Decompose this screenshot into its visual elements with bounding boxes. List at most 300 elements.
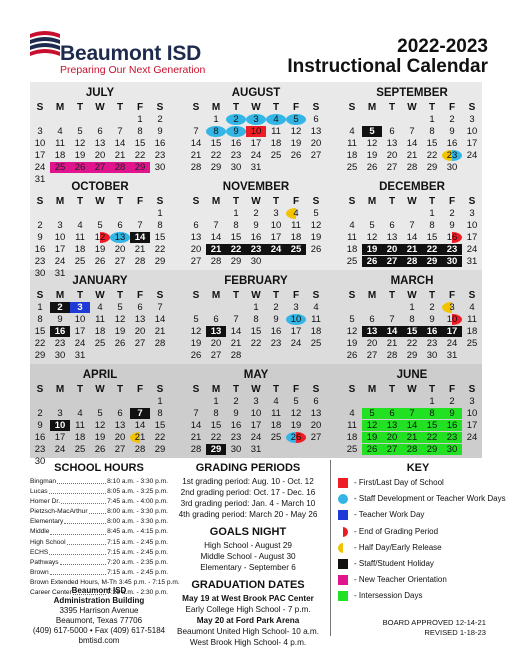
month-title: JUNE — [396, 369, 428, 381]
calendar-day: 17 — [290, 326, 302, 337]
calendar-day: 2 — [449, 396, 455, 407]
calendar-day: 6 — [313, 114, 319, 125]
calendar-day: 29 — [406, 350, 418, 361]
calendar-day: 25 — [74, 256, 86, 267]
calendar-day: 26 — [70, 162, 90, 173]
calendar-day: 28 — [386, 350, 398, 361]
calendar-day: 12 — [310, 220, 322, 231]
calendar-day: 20 — [134, 326, 146, 337]
calendar-day: 9 — [273, 314, 279, 325]
weekday-letter: W — [407, 102, 417, 113]
month-june — [342, 364, 482, 458]
calendar-day: 22 — [250, 338, 262, 349]
calendar-day: 29 — [206, 444, 226, 455]
calendar-day: 5 — [193, 314, 199, 325]
calendar-day: 4 — [349, 408, 355, 419]
month-april — [30, 364, 170, 467]
weekday-letter: T — [116, 102, 124, 113]
weekday-header — [186, 290, 326, 301]
calendar-day: 28 — [134, 444, 146, 455]
calendar-day: 3 — [293, 302, 299, 313]
month-july — [30, 82, 170, 185]
calendar-day: 4 — [313, 302, 319, 313]
calendar-day: 4 — [469, 302, 475, 313]
calendar-day: 2 — [273, 302, 279, 313]
school-name: ECHS — [30, 548, 49, 556]
calendar-day: 15 — [210, 420, 222, 431]
calendar-day: 5 — [313, 208, 319, 219]
calendar-day: 5 — [97, 408, 103, 419]
calendar-day: 2 — [253, 208, 259, 219]
school-hours-row — [30, 477, 168, 487]
month-may — [186, 364, 326, 458]
calendar-day: 24 — [54, 256, 66, 267]
calendar-day: 21 — [130, 432, 150, 443]
admin-phone: (409) 617-5000 • Fax (409) 617-5184 — [32, 626, 166, 635]
weekday-letter: S — [192, 102, 200, 113]
calendar-day: 27 — [386, 162, 398, 173]
school-hours-row — [30, 487, 168, 497]
weekday-letter: T — [272, 384, 280, 395]
calendar-day: 8 — [137, 126, 143, 137]
calendar-day: 13 — [386, 232, 398, 243]
calendar-day: 13 — [310, 126, 322, 137]
calendar-day: 3 — [57, 408, 63, 419]
calendar-day: 19 — [362, 244, 382, 255]
calendar-day: 22 — [154, 244, 166, 255]
calendar-day: 18 — [270, 420, 282, 431]
weekday-letter: F — [292, 384, 300, 395]
calendar-day: 28 — [210, 256, 222, 267]
calendar-day: 1 — [429, 208, 435, 219]
weekday-letter: M — [367, 290, 377, 301]
weekday-letter: T — [428, 290, 436, 301]
calendar-day: 27 — [382, 444, 402, 455]
calendar-day: 20 — [366, 338, 378, 349]
grading-period-1: 1st grading period: Aug. 10 - Oct. 12 — [182, 477, 314, 486]
weekday-letter: S — [468, 290, 476, 301]
calendar-day: 14 — [134, 420, 146, 431]
weekday-letter: S — [348, 290, 356, 301]
calendar-day: 29 — [130, 162, 150, 173]
calendar-day: 21 — [230, 338, 242, 349]
calendar-day: 23 — [442, 244, 462, 255]
weekday-letter: F — [136, 102, 144, 113]
leader-dots — [49, 487, 107, 494]
calendar-day: 18 — [346, 432, 358, 443]
weekday-letter: S — [468, 384, 476, 395]
calendar-day: 25 — [346, 162, 358, 173]
grading-periods-title: GRADING PERIODS — [195, 462, 301, 474]
calendar-day: 13 — [110, 232, 130, 243]
weekday-letter: T — [232, 384, 240, 395]
calendar-day: 1 — [137, 114, 143, 125]
calendar-day: 21 — [190, 432, 202, 443]
calendar-day: 8 — [253, 314, 259, 325]
calendar-day: 16 — [230, 138, 242, 149]
calendar-day: 23 — [442, 150, 462, 161]
calendar-day: 15 — [250, 326, 262, 337]
calendar-day: 14 — [402, 420, 422, 431]
calendar-day: 13 — [94, 138, 106, 149]
month-title: JULY — [85, 87, 115, 99]
calendar-day: 23 — [230, 150, 242, 161]
calendar-day: 6 — [382, 408, 402, 419]
calendar-day: 4 — [273, 396, 279, 407]
admin-address-1: 3395 Harrison Avenue — [59, 606, 139, 615]
legend — [338, 462, 506, 608]
calendar-day: 13 — [206, 326, 226, 337]
school-name: Middle — [30, 528, 50, 536]
calendar-day: 9 — [226, 126, 246, 137]
calendar-day: 27 — [382, 256, 402, 267]
legend-item — [338, 494, 506, 510]
goals-night-elementary: Elementary - September 6 — [200, 563, 296, 572]
weekday-letter: F — [292, 290, 300, 301]
calendar-day: 11 — [271, 126, 281, 137]
weekday-letter: W — [251, 384, 261, 395]
month-september — [342, 82, 482, 176]
calendar-day: 17 — [74, 326, 86, 337]
graduation-line-2: Early College High School - 7 p.m. — [185, 605, 311, 614]
calendar-day: 12 — [74, 138, 86, 149]
month-days — [30, 114, 170, 185]
calendar-day: 30 — [426, 350, 438, 361]
school-time: 7:45 a.m. - 4:00 p.m. — [107, 498, 168, 506]
green-swatch-icon — [338, 591, 348, 601]
calendar-day: 18 — [290, 232, 302, 243]
calendar-day: 8 — [409, 314, 415, 325]
calendar-day: 24 — [266, 244, 286, 255]
calendar-day: 4 — [266, 114, 286, 125]
calendar-day: 1 — [409, 302, 415, 313]
weekday-letter: T — [116, 290, 124, 301]
legend-item — [338, 510, 498, 526]
weekday-header — [342, 384, 482, 395]
leader-dots — [64, 517, 106, 524]
calendar-day: 17 — [250, 138, 262, 149]
calendar-day: 8 — [206, 126, 226, 137]
graduation-line-4: Beaumont United High School- 10 a.m. — [177, 627, 319, 636]
calendar-day: 11 — [95, 314, 105, 325]
calendar-day: 10 — [50, 420, 70, 431]
school-name: Pathways — [30, 558, 59, 566]
calendar-day: 13 — [310, 408, 322, 419]
weekday-letter: M — [211, 290, 221, 301]
calendar-day: 6 — [389, 126, 395, 137]
calendar-day: 10 — [466, 126, 478, 137]
graduation-line-1: May 19 at West Brook PAC Center — [182, 594, 314, 603]
legend-label: - Staff/Student Holiday — [354, 558, 434, 568]
school-name: High School — [30, 538, 66, 546]
weekday-letter: M — [211, 384, 221, 395]
calendar-day: 24 — [74, 338, 86, 349]
legend-label: - Intersession Days — [354, 591, 423, 601]
weekday-letter: S — [36, 384, 44, 395]
calendar-day: 24 — [466, 432, 478, 443]
calendar-day: 3 — [273, 208, 279, 219]
calendar-day: 8 — [429, 126, 435, 137]
calendar-day: 9 — [442, 408, 462, 419]
calendar-day: 27 — [310, 150, 322, 161]
calendar-day: 2 — [157, 114, 163, 125]
calendar-day: 12 — [362, 420, 382, 431]
weekday-letter: T — [428, 384, 436, 395]
weekday-letter: S — [156, 102, 164, 113]
calendar-day: 11 — [55, 138, 65, 149]
school-hours-title: SCHOOL HOURS — [54, 462, 144, 474]
leader-dots — [49, 548, 106, 555]
calendar-day: 25 — [466, 338, 478, 349]
graduation-line-3: May 20 at Ford Park Arena — [196, 616, 300, 625]
calendar-day: 13 — [134, 314, 146, 325]
black-swatch-icon — [338, 559, 348, 569]
weekday-letter: M — [367, 384, 377, 395]
board-approved-date: BOARD APPROVED 12-14-21 — [382, 618, 486, 627]
month-march — [342, 270, 482, 364]
calendar-day: 23 — [34, 444, 46, 455]
weekday-letter: S — [36, 102, 44, 113]
weekday-header — [342, 102, 482, 113]
calendar-day: 12 — [114, 314, 126, 325]
calendar-day: 7 — [409, 126, 415, 137]
weekday-letter: F — [292, 196, 300, 207]
calendar-day: 9 — [37, 232, 43, 243]
calendar-day: 9 — [57, 314, 63, 325]
calendar-day: 28 — [402, 444, 422, 455]
calendar-day: 15 — [154, 232, 166, 243]
calendar-day: 29 — [154, 256, 166, 267]
weekday-letter: S — [348, 102, 356, 113]
calendar-day: 17 — [270, 232, 282, 243]
calendar-day: 27 — [134, 338, 146, 349]
month-title: JANUARY — [72, 275, 128, 287]
calendar-day: 10 — [466, 408, 478, 419]
legend-label: - Staff Development or Teacher Work Days — [354, 494, 506, 504]
calendar-day: 17 — [54, 432, 66, 443]
month-august — [186, 82, 326, 176]
dates-info — [172, 462, 324, 648]
calendar-day: 6 — [313, 396, 319, 407]
goals-night-high: High School - August 29 — [204, 541, 292, 550]
calendar-day: 3 — [246, 114, 266, 125]
calendar-day: 24 — [466, 244, 478, 255]
calendar-day: 14 — [190, 138, 202, 149]
calendar-day: 14 — [154, 314, 166, 325]
month-november — [186, 176, 326, 270]
weekday-letter: S — [36, 196, 44, 207]
calendar-day: 30 — [446, 162, 458, 173]
leader-dots — [61, 497, 106, 504]
calendar-day: 20 — [382, 244, 402, 255]
weekday-header — [30, 102, 170, 113]
calendar-day: 5 — [77, 126, 83, 137]
calendar-day: 10 — [246, 126, 266, 137]
calendar-day: 3 — [469, 114, 475, 125]
calendar-day: 31 — [250, 444, 262, 455]
calendar-day: 10 — [54, 232, 66, 243]
calendar-day: 26 — [366, 162, 378, 173]
calendar-day: 26 — [362, 256, 382, 267]
calendar-day: 6 — [117, 220, 123, 231]
calendar-title: Instructional Calendar — [287, 56, 488, 77]
calendar-day: 7 — [130, 408, 150, 419]
calendar-day: 20 — [310, 420, 322, 431]
calendar-day: 28 — [190, 162, 202, 173]
calendar-day: 3 — [70, 302, 90, 313]
calendar-day: 8 — [213, 408, 219, 419]
calendar-day: 15 — [210, 138, 222, 149]
month-october — [30, 176, 170, 279]
school-name: Brown — [30, 568, 49, 576]
calendar-day: 19 — [310, 232, 322, 243]
weekday-letter: T — [76, 196, 84, 207]
calendar-day: 18 — [310, 326, 322, 337]
legend-item — [338, 559, 498, 575]
weekday-letter: S — [348, 196, 356, 207]
calendar-day: 16 — [50, 326, 70, 337]
calendar-day: 19 — [366, 150, 378, 161]
calendar-day: 30 — [442, 444, 462, 455]
legend-label: - Teacher Work Day — [354, 510, 425, 520]
calendar-day: 25 — [50, 162, 70, 173]
calendar-day: 26 — [286, 432, 306, 443]
calendar-day: 27 — [114, 444, 126, 455]
school-name: Lucas — [30, 488, 48, 496]
calendar-day: 11 — [467, 314, 477, 325]
calendar-day: 2 — [429, 302, 435, 313]
calendar-day: 30 — [154, 162, 166, 173]
calendar-day: 6 — [389, 220, 395, 231]
calendar-day: 29 — [210, 162, 222, 173]
weekday-letter: W — [407, 290, 417, 301]
month-january — [30, 270, 170, 364]
weekday-letter: M — [55, 196, 65, 207]
school-time: 7:25 a.m. - 2:30 p.m. — [107, 589, 168, 597]
calendar-day: 20 — [114, 244, 126, 255]
calendar-day: 25 — [286, 244, 306, 255]
calendar-day: 15 — [426, 232, 438, 243]
weekday-letter: T — [116, 384, 124, 395]
calendar-day: 2 — [37, 220, 43, 231]
calendar-day: 15 — [230, 232, 242, 243]
legend-label: - New Teacher Orientation — [354, 575, 447, 585]
calendar-day: 2 — [50, 302, 70, 313]
weekday-letter: F — [136, 384, 144, 395]
calendar-day: 27 — [114, 256, 126, 267]
calendar-day: 27 — [366, 350, 378, 361]
calendar-day: 7 — [137, 220, 143, 231]
calendar-day: 18 — [54, 150, 66, 161]
calendar-day: 4 — [77, 408, 83, 419]
calendar-day: 26 — [114, 338, 126, 349]
weekday-header — [30, 290, 170, 301]
calendar-day: 26 — [190, 350, 202, 361]
calendar-day: 12 — [90, 232, 110, 243]
calendar-day: 5 — [362, 126, 382, 137]
calendar-day: 1 — [37, 302, 43, 313]
legend-label: - Half Day/Early Release — [354, 542, 442, 552]
weekday-letter: S — [192, 384, 200, 395]
calendar-day: 21 — [190, 150, 202, 161]
calendar-day: 17 — [54, 244, 66, 255]
calendar-day: 1 — [233, 208, 239, 219]
calendar-day: 21 — [114, 150, 126, 161]
weekday-letter: F — [136, 290, 144, 301]
calendar-day: 7 — [157, 302, 163, 313]
graduation-title: GRADUATION DATES — [191, 579, 305, 591]
calendar-day: 9 — [157, 126, 163, 137]
calendar-day: 3 — [57, 220, 63, 231]
month-title: MARCH — [390, 275, 434, 287]
weekday-letter: M — [55, 102, 65, 113]
calendar-day: 13 — [362, 326, 382, 337]
calendar-day: 25 — [74, 444, 86, 455]
weekday-letter: S — [156, 196, 164, 207]
divider — [330, 460, 331, 636]
calendar-grid — [30, 82, 482, 467]
calendar-day: 25 — [270, 150, 282, 161]
cyan-swatch-icon — [338, 494, 348, 504]
calendar-day: 21 — [386, 338, 398, 349]
calendar-day: 13 — [114, 420, 126, 431]
calendar-day: 9 — [429, 314, 435, 325]
weekday-header — [186, 384, 326, 395]
calendar-day: 3 — [253, 396, 259, 407]
calendar-day: 17 — [466, 138, 478, 149]
calendar-day: 30 — [54, 350, 66, 361]
calendar-day: 5 — [293, 396, 299, 407]
month-title: DECEMBER — [379, 181, 445, 193]
weekday-header — [30, 196, 170, 207]
admin-website[interactable]: bmtisd.com — [78, 636, 120, 645]
calendar-day: 5 — [349, 314, 355, 325]
calendar-day: 22 — [210, 150, 222, 161]
weekday-letter: S — [156, 290, 164, 301]
calendar-day: 28 — [110, 162, 130, 173]
goals-night-middle: Middle School - August 30 — [200, 552, 296, 561]
calendar-day: 23 — [426, 338, 438, 349]
calendar-day: 10 — [286, 314, 306, 325]
calendar-day: 22 — [34, 338, 46, 349]
calendar-day: 22 — [406, 338, 418, 349]
weekday-letter: S — [468, 196, 476, 207]
month-days — [342, 302, 482, 362]
calendar-day: 8 — [233, 220, 239, 231]
header — [0, 0, 512, 82]
calendar-day: 22 — [426, 150, 438, 161]
weekday-header — [186, 102, 326, 113]
calendar-day: 30 — [34, 268, 46, 279]
calendar-day: 20 — [94, 150, 106, 161]
legend-label: - End of Grading Period — [354, 526, 439, 536]
calendar-day: 3 — [469, 396, 475, 407]
weekday-letter: T — [388, 102, 396, 113]
weekday-letter: W — [251, 196, 261, 207]
month-title: OCTOBER — [71, 181, 129, 193]
calendar-day: 1 — [429, 114, 435, 125]
calendar-day: 20 — [382, 432, 402, 443]
calendar-day: 19 — [190, 338, 202, 349]
calendar-day: 18 — [346, 150, 358, 161]
weekday-letter: T — [388, 290, 396, 301]
leader-dots — [50, 527, 106, 534]
school-time: 8:45 a.m. - 4:15 p.m. — [107, 528, 168, 536]
school-name: Elementary — [30, 518, 64, 526]
calendar-day: 1 — [213, 114, 219, 125]
calendar-day: 17 — [442, 326, 462, 337]
calendar-day: 14 — [190, 420, 202, 431]
